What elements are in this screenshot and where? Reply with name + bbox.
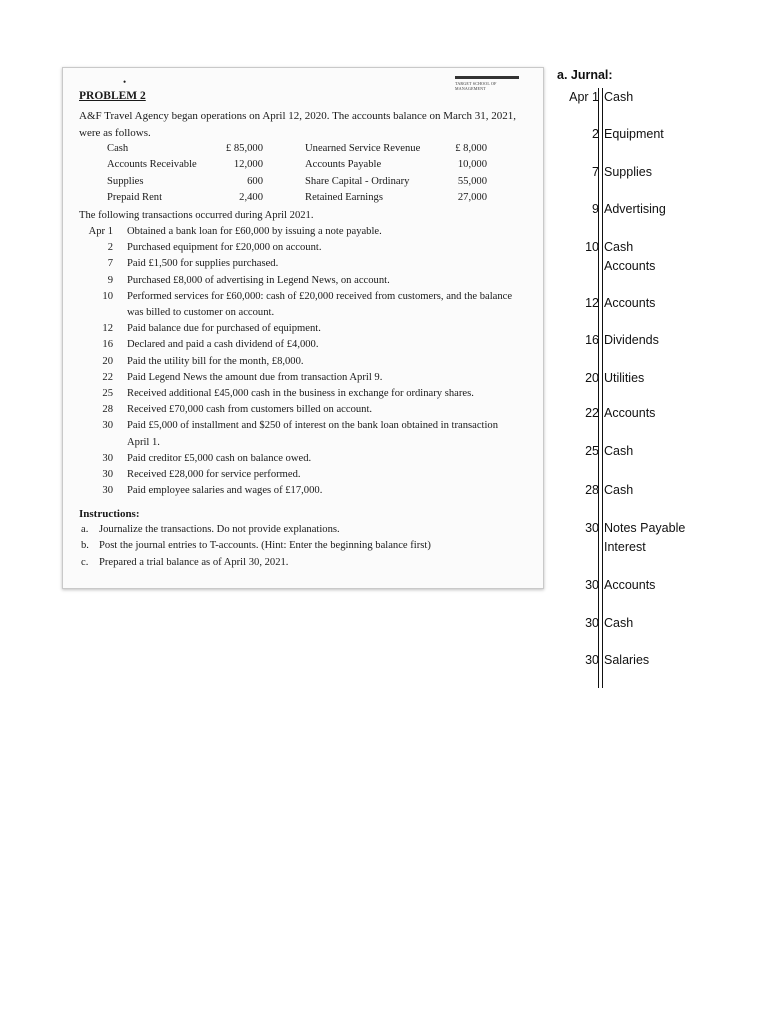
transaction-date: 16 [102,339,113,351]
journal-account: Advertising [604,202,666,216]
transactions-heading: The following transactions occurred during April 2021. [79,210,314,221]
journal-date: 12 [585,296,599,310]
journal-account: Utilities [604,371,645,385]
balance-row [107,174,507,190]
instructions [79,506,519,571]
journal-date: 9 [592,202,599,216]
account-name: Accounts Payable [305,159,382,171]
journal-account: Cash [604,240,634,254]
account-amount: 12,000 [233,159,263,171]
journal-account-2: Interest [604,540,646,554]
transaction-date: 25 [102,388,113,400]
journal-date: 20 [585,371,599,385]
transaction-date: 2 [107,242,113,254]
problem-intro: A&F Travel Agency began operations on April 12, 2020. The accounts balance on March 31, 2021, were as follows. [79,110,516,139]
transaction-item [79,256,519,272]
journal-date: 30 [585,521,599,535]
journal-date: 30 [585,578,599,592]
journal-account: Accounts [604,406,656,420]
transaction-text: Purchased equipment for £20,000 on account. [127,242,322,254]
transaction-text: Obtained a bank loan for £60,000 by issuing a note payable. [127,226,382,237]
account-amount: 600 [247,175,263,187]
transaction-item [79,273,519,289]
instruction-item [79,538,519,554]
column-divider [602,88,603,688]
journal-date: Apr 1 [569,90,599,104]
balance-row [107,141,507,157]
transaction-date: 7 [107,258,113,270]
instruction-label: b. [81,540,89,552]
transaction-item [79,337,519,353]
transaction-date: 9 [107,274,113,286]
journal-title: a. Jurnal: [557,68,613,82]
problem-image [62,67,544,589]
transaction-date: 22 [102,371,113,383]
transaction-text: Paid £5,000 of installment and $250 of interest on the bank loan obtained in transaction April 1. [127,420,498,448]
journal-account: Accounts [604,578,656,592]
account-amount: £ 8,000 [455,143,487,154]
transaction-date: 20 [102,355,113,367]
instructions-heading: Instructions: [79,508,140,520]
journal-date: 2 [592,127,599,141]
instruction-item [79,555,519,571]
journal-account: Accounts [604,296,656,310]
instruction-text: Journalize the transactions. Do not provide explanations. [99,524,340,536]
account-name: Unearned Service Revenue [305,143,421,154]
journal-account: Supplies [604,165,652,179]
transaction-date: 28 [102,404,113,416]
transaction-date: 10 [102,290,113,302]
journal-account: Cash [604,90,634,104]
transaction-date: 30 [102,469,113,481]
transaction-text: Paid creditor £5,000 cash on balance owed. [127,452,312,464]
transaction-text: Received additional £45,000 cash in the business in exchange for ordinary shares. [127,388,474,400]
instruction-item [79,522,519,538]
transaction-item [79,402,519,418]
journal-account: Cash [604,444,634,458]
transaction-item [79,418,519,450]
transaction-date: 30 [102,485,113,497]
transaction-date: 30 [102,420,113,432]
transaction-item [79,224,519,240]
instruction-text: Post the journal entries to T-accounts. (Hint: Enter the beginning balance first) [99,540,431,552]
journal-account: Cash [604,483,634,497]
transaction-text: Purchased £8,000 of advertising in Legend News, on account. [127,274,390,286]
account-amount: 10,000 [457,159,487,171]
account-name: Accounts Receivable [107,159,197,171]
journal-account: Salaries [604,653,650,667]
account-name: Supplies [107,175,144,187]
transaction-date: 30 [102,452,113,464]
journal-account: Notes Payable [604,521,686,535]
account-amount: 27,000 [457,191,487,203]
transaction-text: Paid balance due for purchased of equipment. [127,323,321,335]
account-name: Share Capital - Ordinary [305,175,410,187]
account-amount: 55,000 [457,175,487,187]
transactions-list [79,224,519,499]
transaction-item [79,370,519,386]
transaction-text: Received £70,000 cash from customers billed on account. [127,404,373,416]
logo-text: TARGET SCHOOL OF MANAGEMENT [455,81,497,91]
journal-account: Cash [604,616,634,630]
transaction-item [79,386,519,402]
transaction-item [79,451,519,467]
transaction-item [79,354,519,370]
balances-table [107,141,507,206]
journal-date: 25 [585,444,599,458]
transaction-item [79,289,519,321]
journal-date: 28 [585,483,599,497]
transaction-text: Paid Legend News the amount due from transaction April 9. [127,371,383,383]
bullet-dot: • [123,77,127,87]
journal-account: Equipment [604,127,664,141]
problem-title: PROBLEM 2 [79,90,146,102]
instruction-label: a. [81,524,89,536]
journal-account-2: Accounts [604,259,656,273]
transaction-date: 12 [102,323,113,335]
transaction-date: Apr 1 [88,226,113,237]
transaction-text: Declared and paid a cash dividend of £4,000. [127,339,319,351]
account-amount: 2,400 [239,191,263,203]
transaction-text: Paid £1,500 for supplies purchased. [127,258,279,270]
instruction-text: Prepared a trial balance as of April 30, 2021. [99,556,289,568]
journal-date: 30 [585,616,599,630]
account-name: Prepaid Rent [107,191,163,203]
transaction-text: Paid employee salaries and wages of £17,000. [127,485,323,497]
account-amount: £ 85,000 [225,143,263,154]
instruction-label: c. [81,556,89,568]
transaction-item [79,321,519,337]
school-logo [455,76,519,91]
journal-account: Dividends [604,333,659,347]
transaction-item [79,240,519,256]
transaction-item [79,467,519,483]
transaction-item [79,483,519,499]
balance-row [107,157,507,173]
journal-date: 10 [585,240,599,254]
transaction-text: Performed services for £60,000: cash of £20,000 received from customers, and the balance was billed to customer on account. [127,290,513,319]
journal-date: 22 [585,406,599,420]
journal-date: 7 [592,165,599,179]
journal-date: 16 [585,333,599,347]
transaction-text: Received £28,000 for service performed. [127,469,301,481]
journal-date: 30 [585,653,599,667]
account-name: Retained Earnings [305,191,383,203]
balance-row [107,190,507,206]
transaction-text: Paid the utility bill for the month, £8,000. [127,355,304,367]
account-name: Cash [107,143,129,154]
